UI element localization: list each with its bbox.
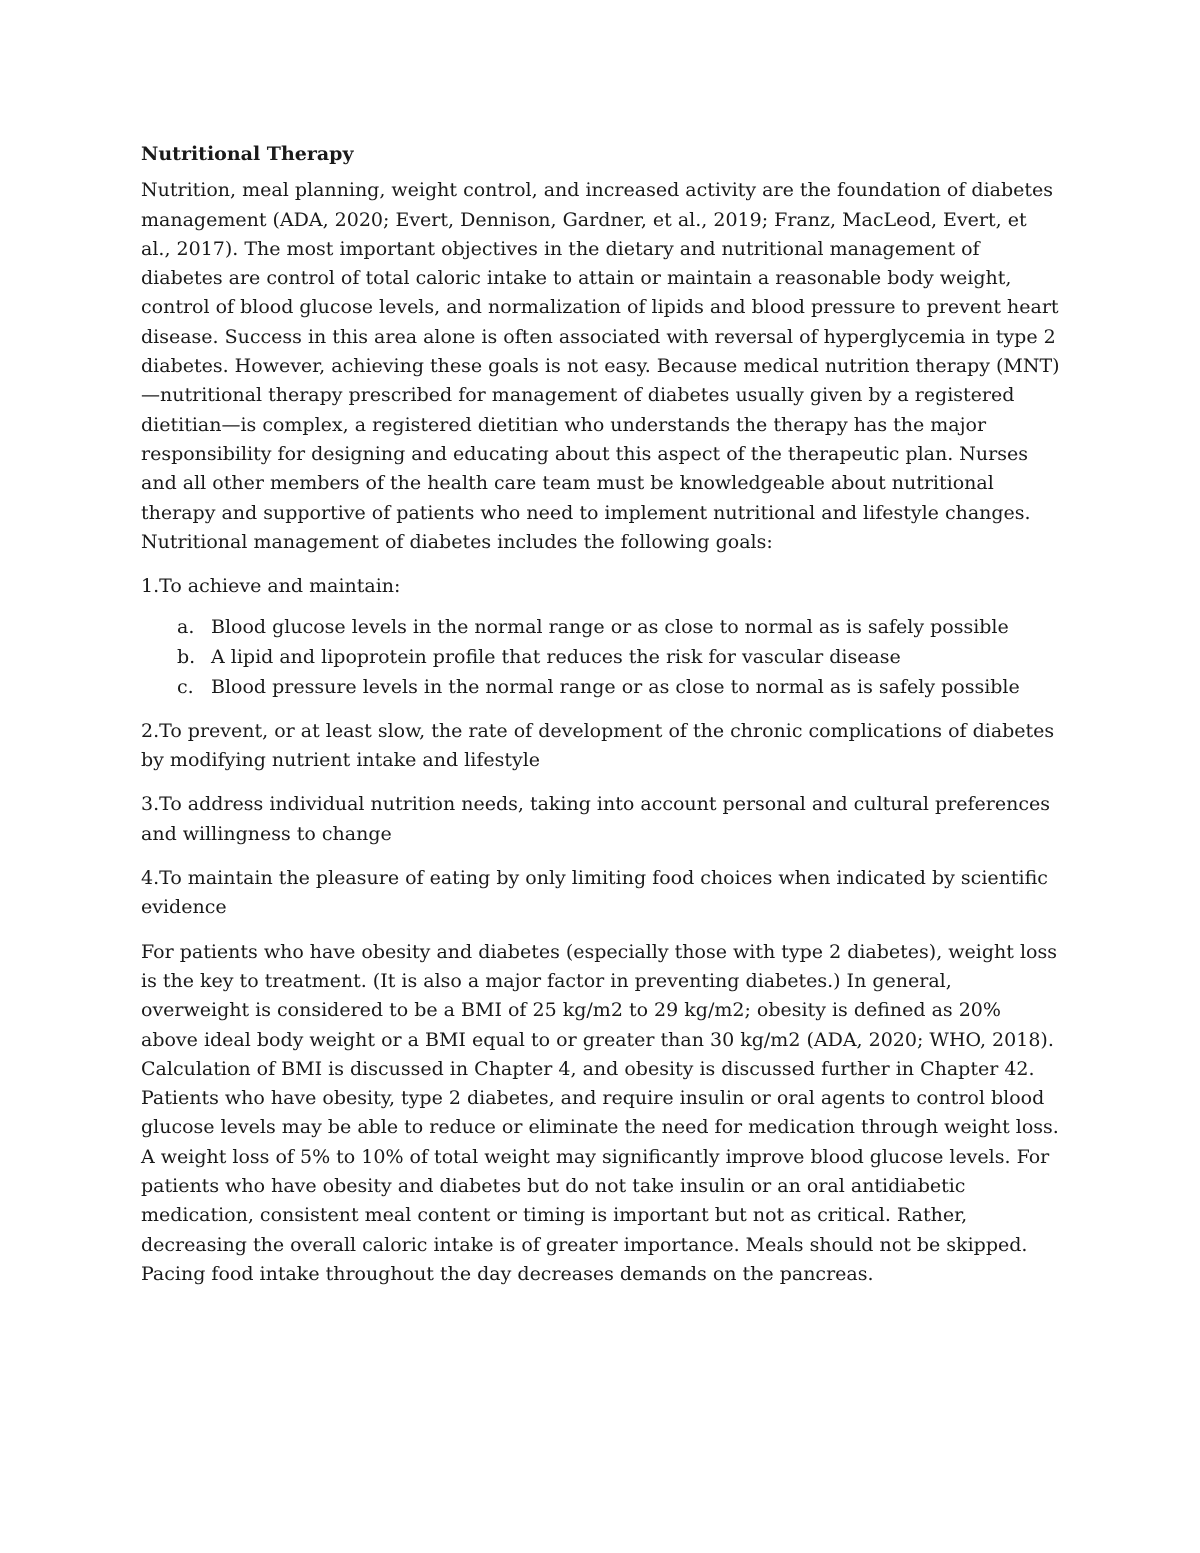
obesity-paragraph: For patients who have obesity and diabetes (especially those with type 2 diabetes), weight loss is the key to treatment. (It is also a major factor in preventing diabetes.) In general, overweight is considered to be a BMI of 25 kg/m2 to 29 kg/m2; obesity is defined as 20% above ideal body weight or a BMI equal to or greater than 30 kg/m2 (ADA, 2020; WHO, 2018). Calculation of BMI is discussed in Chapter 4, and obesity is discussed further in Chapter 42. Patients who have obesity, type 2 diabetes, and require insulin or oral agents to control blood glucose levels may be able to reduce or eliminate the need for medication through weight loss. A weight loss of 5% to 10% of total weight may significantly improve blood glucose levels. For patients who have obesity and diabetes but do not take insulin or an oral antidiabetic medication, consistent meal content or timing is important but not as critical. Rather, decreasing the overall caloric intake is of greater importance. Meals should not be skipped. Pacing food intake throughout the day decreases demands on the pancreas. xyxy=(141,940,1059,1285)
intro-paragraph: Nutrition, meal planning, weight control, and increased activity are the foundation of diabetes management (ADA, 2020; Evert, Dennison, Gardner, et al., 2019; Franz, MacLeod, Evert, et al., 2017). The most important objectives in the dietary and nutritional management of diabetes are control of total caloric intake to attain or maintain a reasonable body weight, control of blood glucose levels, and normalization of lipids and blood pressure to prevent heart disease. Success in this area alone is often associated with reversal of hyperglycemia in type 2 diabetes. However, achieving these goals is not easy. Because medical nutrition therapy (MNT)—nutritional therapy prescribed for management of diabetes usually given by a registered dietitian—is complex, a registered dietitian who understands the therapy has the major responsibility for designing and educating about this aspect of the therapeutic plan. Nurses and all other members of the health care team must be knowledgeable about nutritional therapy and supportive of patients who need to implement nutritional and lifestyle changes. Nutritional management of diabetes includes the following goals: xyxy=(141,179,1060,553)
goal-1-sublist xyxy=(141,613,1060,702)
goal-1-item-c xyxy=(141,673,1060,703)
document-title: Nutritional Therapy xyxy=(141,143,354,165)
list-marker: c. xyxy=(177,676,194,699)
list-item-text: Blood glucose levels in the normal range or as close to normal as is safely possible xyxy=(211,616,1009,639)
list-item-text: A lipid and lipoprotein profile that reduces the risk for vascular disease xyxy=(211,646,901,669)
goal-3: 3.To address individual nutrition needs, taking into account personal and cultural preferences and willingness to change xyxy=(141,793,1051,845)
goal-1-item-a xyxy=(141,613,1060,643)
goal-4: 4.To maintain the pleasure of eating by only limiting food choices when indicated by scientific evidence xyxy=(141,867,1048,919)
list-marker: a. xyxy=(177,616,195,639)
list-item-text: Blood pressure levels in the normal range or as close to normal as is safely possible xyxy=(211,676,1020,699)
goal-2: 2.To prevent, or at least slow, the rate of development of the chronic complications of diabetes by modifying nutrient intake and lifestyle xyxy=(141,719,1055,772)
goal-1-heading: 1.To achieve and maintain: xyxy=(141,575,401,598)
goal-1-item-b xyxy=(141,643,1060,673)
list-marker: b. xyxy=(177,646,196,669)
